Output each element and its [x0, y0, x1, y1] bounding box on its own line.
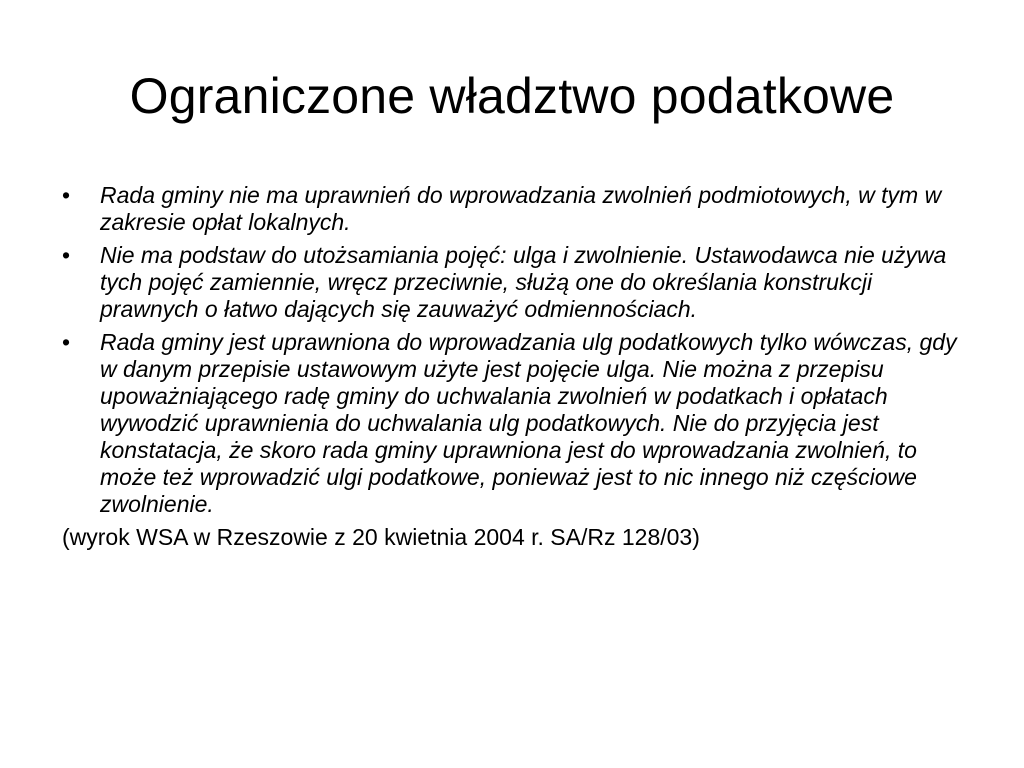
bullet-marker: •: [62, 182, 71, 208]
bullet-text: Rada gminy nie ma uprawnień do wprowadzania zwolnień podmiotowych, w tym w zakresie opłat lokalnych.: [100, 182, 942, 235]
bullet-text: Rada gminy jest uprawniona do wprowadzania ulg podatkowych tylko wówczas, gdy w danym przepisie ustawowym użyte jest pojęcie ulga. Nie można z przepisu upoważniającego radę gminy do uchwalania zwolnień w podatkach i opłatach wywodzić uprawnienia do uchwalania ulg podatkowych. Nie do przyjęcia jest konstatacja, że skoro rada gminy uprawniona jest do wprowadzania zwolnień, to może też wprowadzić ulgi podatkowe, ponieważ jest to nic innego niż częściowe zwolnienie.: [100, 329, 957, 517]
bullet-list: [62, 182, 972, 518]
bullet-item: [62, 329, 972, 518]
bullet-marker: •: [62, 329, 71, 355]
bullet-item: [62, 182, 972, 236]
bullet-item: [62, 242, 972, 323]
bullet-marker: •: [62, 242, 71, 268]
slide-content: [62, 182, 972, 551]
slide-title: Ograniczone władztwo podatkowe: [129, 68, 895, 124]
citation: (wyrok WSA w Rzeszowie z 20 kwietnia 2004 r. SA/Rz 128/03): [62, 524, 700, 550]
bullet-text: Nie ma podstaw do utożsamiania pojęć: ulga i zwolnienie. Ustawodawca nie używa tych pojęć zamiennie, wręcz przeciwnie, służą one do określania konstrukcji prawnych o łatwo dających się zauważyć odmiennościach.: [100, 242, 947, 322]
